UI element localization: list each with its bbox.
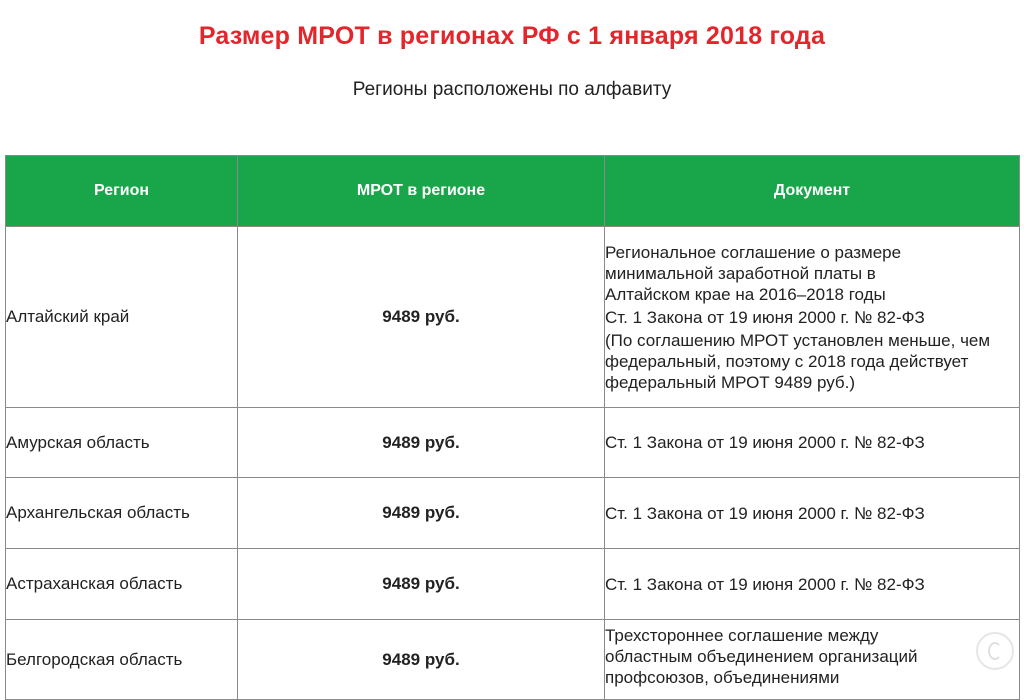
document-text: Ст. 1 Закона от 19 июня 2000 г. № 82-ФЗ [605,503,925,523]
document-cell [605,620,1020,700]
document-cell [605,227,1020,408]
mrot-table [5,155,1020,700]
mrot-cell: 9489 руб. [238,227,605,408]
page-subtitle: Регионы расположены по алфавиту [352,79,672,100]
region-cell: Белгородская область [6,620,238,700]
document-text: Ст. 1 Закона от 19 июня 2000 г. № 82-ФЗ [605,574,925,594]
region-cell: Алтайский край [6,227,238,408]
table-row [6,478,1020,549]
document-text: (По соглашению МРОТ установлен меньше, чем федеральный, поэтому с 2018 года действует федеральный МРОТ 9489 руб.) [605,330,991,392]
header-region: Регион [6,156,238,227]
region-cell: Астраханская область [6,549,238,620]
header-mrot: МРОТ в регионе [238,156,605,227]
mrot-cell: 9489 руб. [238,478,605,549]
document-cell [605,408,1020,478]
document-text: Ст. 1 Закона от 19 июня 2000 г. № 82-ФЗ [605,307,925,327]
mrot-cell: 9489 руб. [238,408,605,478]
table-row [6,408,1020,478]
document-cell [605,549,1020,620]
watermark-logo-icon [976,632,1014,670]
region-cell: Амурская область [6,408,238,478]
mrot-cell: 9489 руб. [238,549,605,620]
mrot-cell: 9489 руб. [238,620,605,700]
table-row [6,620,1020,700]
document-cell [605,478,1020,549]
header-document: Документ [605,156,1020,227]
page-title: Размер МРОТ в регионах РФ с 1 января 2018 года [198,22,826,50]
region-cell: Архангельская область [6,478,238,549]
table-header-row [6,156,1020,227]
document-text: Региональное соглашение о размере минимальной заработной платы в Алтайском крае на 2016–2018 годы [605,242,902,304]
document-text: Ст. 1 Закона от 19 июня 2000 г. № 82-ФЗ [605,433,925,452]
table-row [6,549,1020,620]
table-row [6,227,1020,408]
document-text: Трехстороннее соглашение между областным объединением организаций профсоюзов, объединениями [605,626,918,687]
